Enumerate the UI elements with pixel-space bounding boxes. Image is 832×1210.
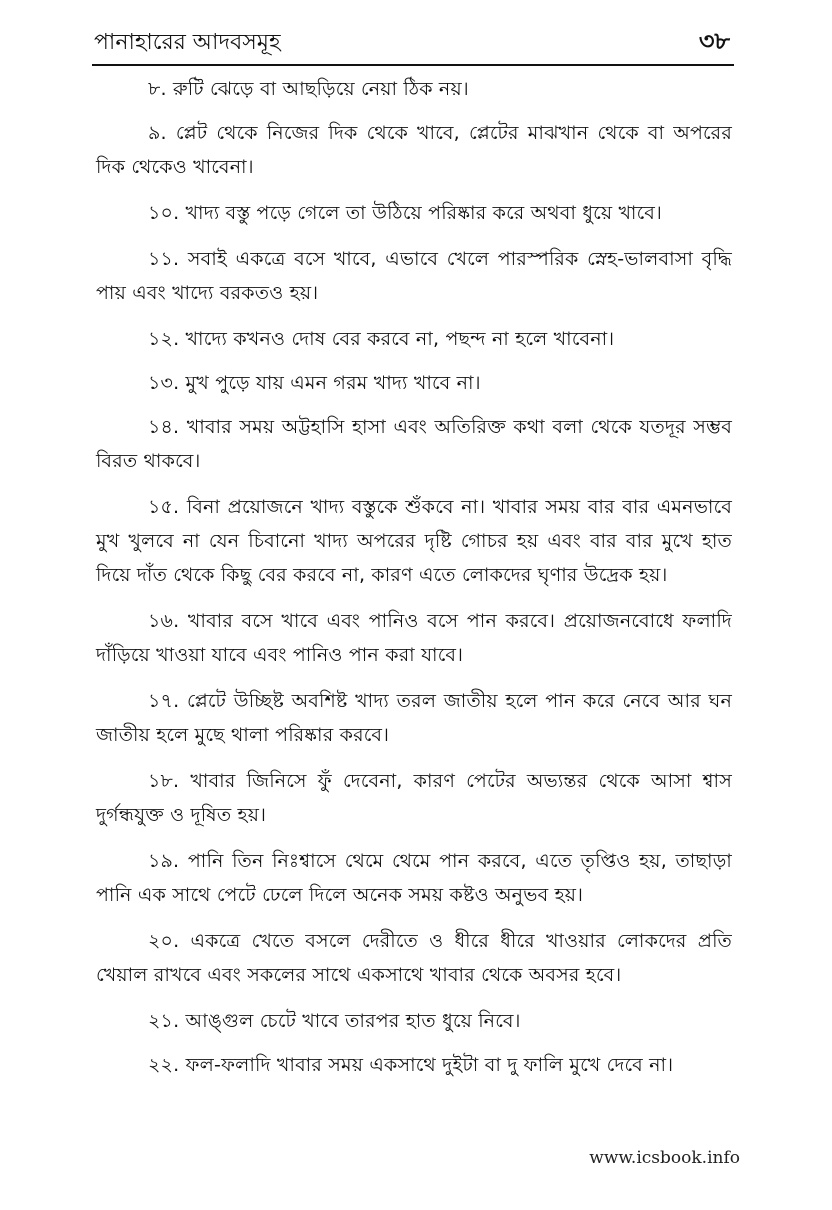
rule-item-8: ৮. রুটি ঝেড়ে বা আছড়িয়ে নেয়া ঠিক নয়। <box>148 78 469 100</box>
rule-item-20: ২০. একত্রে খেতে বসলে দেরীতে ও ধীরে ধীরে খাওয়ার লোকদের প্রতি খেয়াল রাখবে এবং সকলের সাথে একসাথে খাবার থেকে অবসর হবে। <box>96 930 732 986</box>
rule-item-13: ১৩. মুখ পুড়ে যায় এমন গরম খাদ্য খাবে না। <box>148 372 481 394</box>
rule-item-18: ১৮. খাবার জিনিসে ফুঁ দেবেনা, কারণ পেটের অভ্যন্তর থেকে আসা শ্বাস দুর্গন্ধযুক্ত ও দূষিত হয়। <box>96 770 732 826</box>
rule-item-22: ২২. ফল-ফলাদি খাবার সময় একসাথে দুইটা বা দু ফালি মুখে দেবে না। <box>148 1054 674 1076</box>
rule-item-15: ১৫. বিনা প্রয়োজনে খাদ্য বস্তুকে শুঁকবে না। খাবার সময় বার বার এমনভাবে মুখ খুলবে না যেন চিবানো খাদ্য অপরের দৃষ্টি গোচর হয় এবং বার বার মুখে হাত দিয়ে দাঁত থেকে কিছু বের করবে না, কারণ এতে লোকদের ঘৃণার উদ্রেক হয়। <box>96 496 732 586</box>
running-title: পানাহারের আদবসমূহ <box>94 30 281 55</box>
rule-item-16: ১৬. খাবার বসে খাবে এবং পানিও বসে পান করবে। প্রয়োজনবোধে ফলাদি দাঁড়িয়ে খাওয়া যাবে এবং পানিও পান করা যাবে। <box>96 610 732 666</box>
rule-item-12: ১২. খাদ্যে কখনও দোষ বের করবে না, পছন্দ না হলে খাবেনা। <box>148 328 615 350</box>
page-header <box>94 24 734 64</box>
rule-item-9: ৯. প্লেট থেকে নিজের দিক থেকে খাবে, প্লেটের মাঝখান থেকে বা অপরের দিক থেকেও খাবেনা। <box>96 122 732 178</box>
rule-item-10: ১০. খাদ্য বস্তু পড়ে গেলে তা উঠিয়ে পরিষ্কার করে অথবা ধুয়ে খাবে। <box>148 202 663 224</box>
header-divider <box>92 64 734 66</box>
rule-item-11: ১১. সবাই একত্রে বসে খাবে, এভাবে খেলে পারস্পরিক স্নেহ-ভালবাসা বৃদ্ধি পায় এবং খাদ্যে বরকতও হয়। <box>96 248 732 304</box>
rule-item-17: ১৭. প্লেটে উচ্ছিষ্ট অবশিষ্ট খাদ্য তরল জাতীয় হলে পান করে নেবে আর ঘন জাতীয় হলে মুছে থালা পরিষ্কার করবে। <box>96 690 732 746</box>
rule-item-14: ১৪. খাবার সময় অট্টহাসি হাসা এবং অতিরিক্ত কথা বলা থেকে যতদূর সম্ভব বিরত থাকবে। <box>96 416 732 472</box>
rule-item-21: ২১. আঙ্গুল চেটে খাবে তারপর হাত ধুয়ে নিবে। <box>148 1010 521 1032</box>
source-website-link[interactable]: www.icsbook.info <box>589 1148 740 1168</box>
rule-item-19: ১৯. পানি তিন নিঃশ্বাসে থেমে থেমে পান করবে, এতে তৃপ্তিও হয়, তাছাড়া পানি এক সাথে পেটে ঢেলে দিলে অনেক সময় কষ্টও অনুভব হয়। <box>96 850 732 906</box>
page-number: ৩৮ <box>698 27 730 55</box>
page-body <box>96 72 732 1094</box>
